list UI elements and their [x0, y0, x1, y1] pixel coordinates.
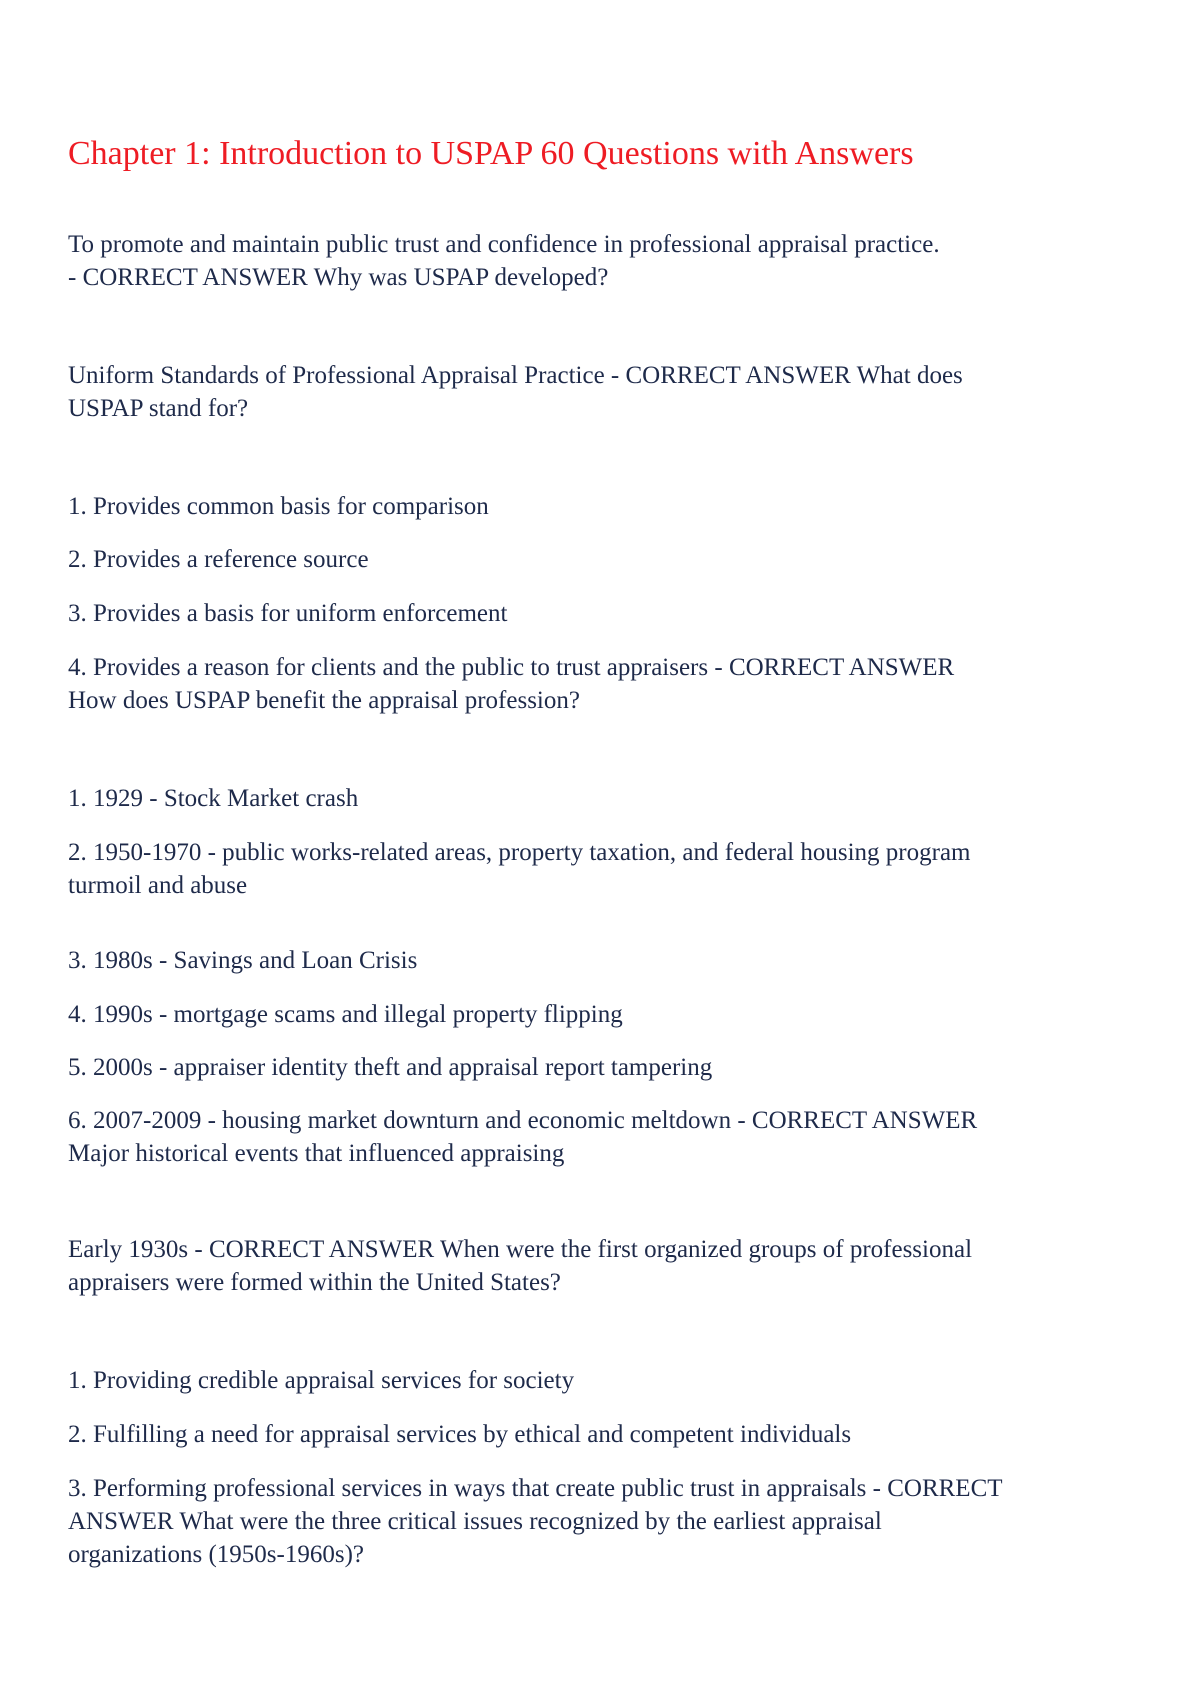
text-line: To promote and maintain public trust and confidence in professional appraisal practice.: [68, 231, 940, 258]
list-item: 1. Provides common basis for comparison: [68, 493, 489, 520]
document-title: Chapter 1: Introduction to USPAP 60 Questions with Answers: [68, 135, 914, 172]
text-line: USPAP stand for?: [68, 395, 249, 422]
text-line: 4. Provides a reason for clients and the public to trust appraisers - CORRECT ANSWER: [68, 654, 955, 681]
qa-block-3: [68, 651, 1128, 717]
text-line: ANSWER What were the three critical issues recognized by the earliest appraisal: [68, 1508, 882, 1535]
list-item: 1. Providing credible appraisal services for society: [68, 1367, 575, 1394]
text-line: - CORRECT ANSWER Why was USPAP developed?: [68, 264, 609, 291]
text-line: Major historical events that influenced appraising: [68, 1140, 565, 1167]
qa-block-5: [68, 1233, 1128, 1299]
list-item: 5. 2000s - appraiser identity theft and appraisal report tampering: [68, 1054, 713, 1081]
text-line: appraisers were formed within the United States?: [68, 1269, 561, 1296]
text-line: 2. 1950-1970 - public works-related areas, property taxation, and federal housing program: [68, 839, 971, 866]
qa-block-1: [68, 228, 1128, 294]
text-line: Uniform Standards of Professional Appraisal Practice - CORRECT ANSWER What does: [68, 362, 963, 389]
text-line: organizations (1950s-1960s)?: [68, 1541, 365, 1568]
list-item: 2. Fulfilling a need for appraisal services by ethical and competent individuals: [68, 1421, 852, 1448]
text-line: 3. Performing professional services in ways that create public trust in appraisals - CORRECT: [68, 1475, 1003, 1502]
list-item: 1. 1929 - Stock Market crash: [68, 785, 359, 812]
qa-block-4: [68, 1104, 1128, 1170]
list-item: 2. Provides a reference source: [68, 546, 369, 573]
qa-block-6: [68, 1472, 1128, 1571]
list-item: 3. Provides a basis for uniform enforcement: [68, 600, 508, 627]
list-item: [68, 836, 1128, 902]
list-item: 3. 1980s - Savings and Loan Crisis: [68, 947, 418, 974]
text-line: turmoil and abuse: [68, 872, 248, 899]
text-line: Early 1930s - CORRECT ANSWER When were the first organized groups of professional: [68, 1236, 973, 1263]
text-line: 6. 2007-2009 - housing market downturn and economic meltdown - CORRECT ANSWER: [68, 1107, 978, 1134]
list-item: 4. 1990s - mortgage scams and illegal property flipping: [68, 1001, 623, 1028]
qa-block-2: [68, 359, 1128, 425]
text-line: How does USPAP benefit the appraisal profession?: [68, 687, 580, 714]
